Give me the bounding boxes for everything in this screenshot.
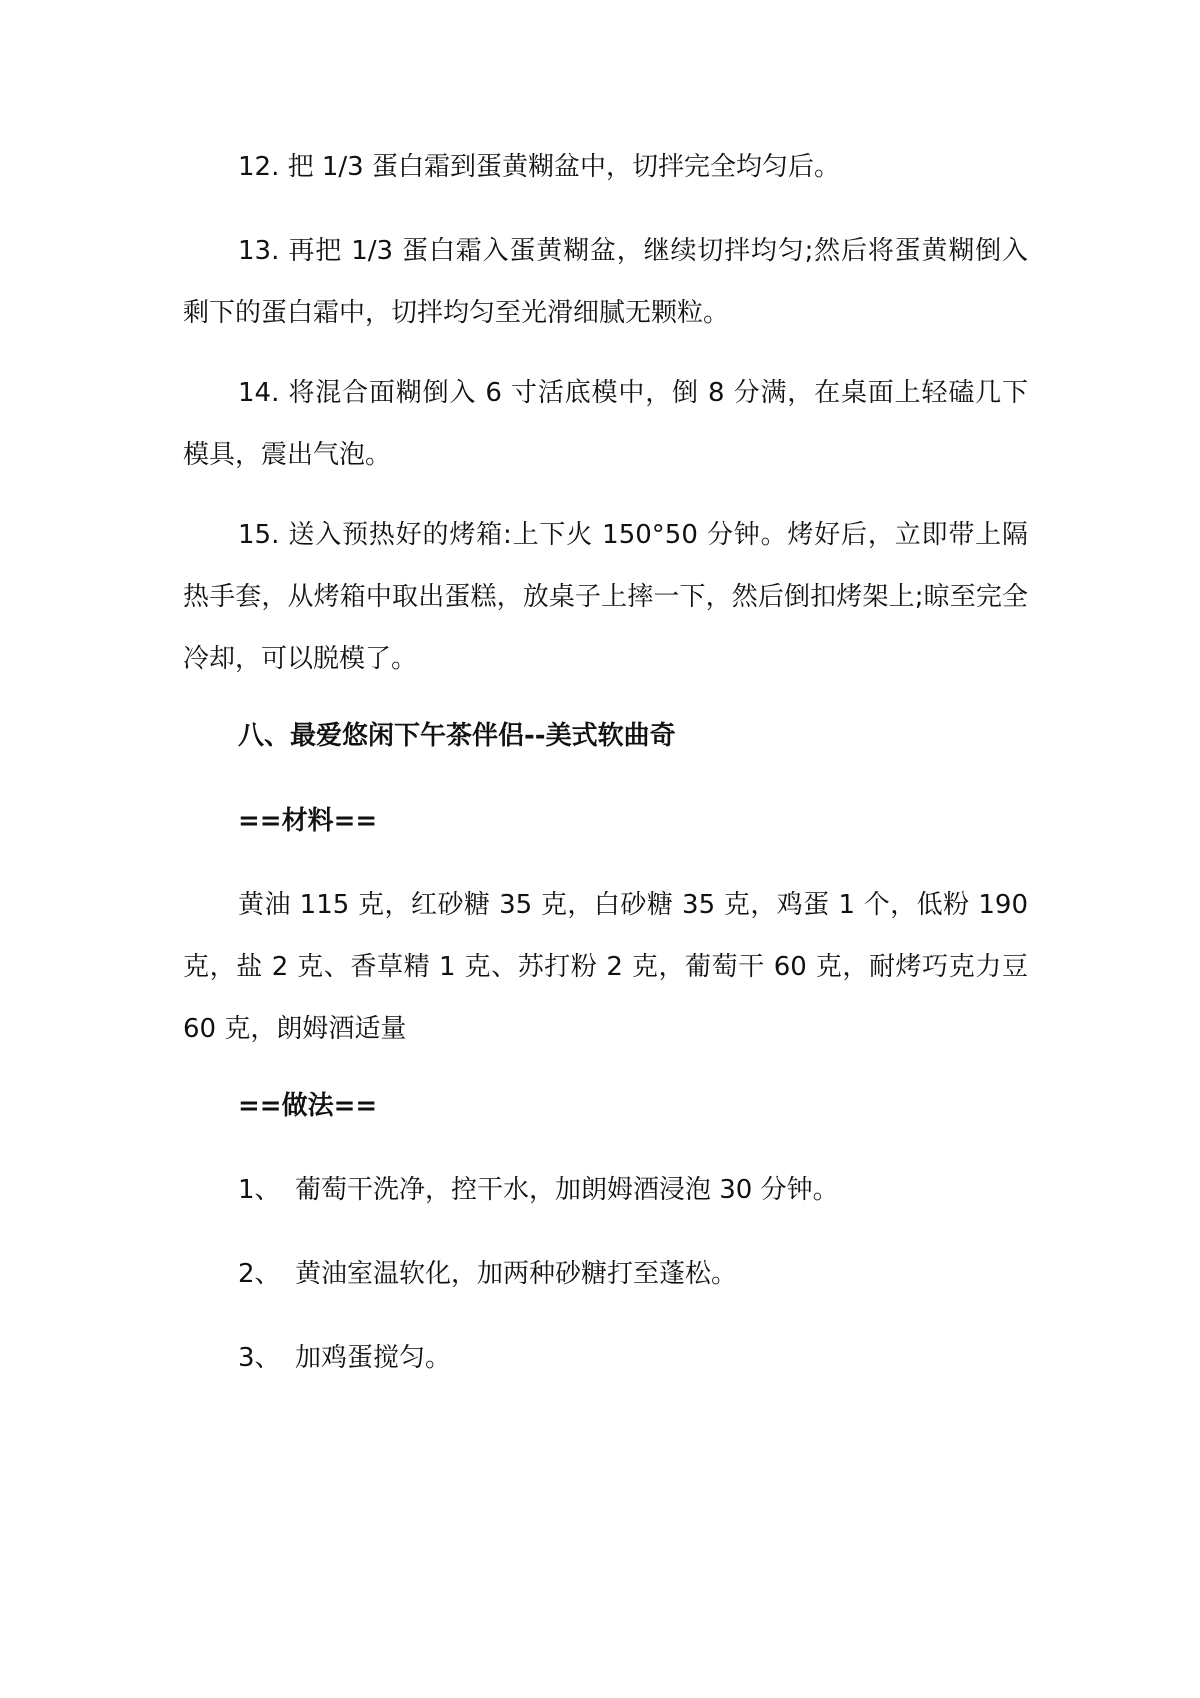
method-step-text: 黄油室温软化，加两种砂糖打至蓬松。: [295, 1259, 738, 1289]
step-13-paragraph: 13. 再把 1/3 蛋白霜入蛋黄糊盆，继续切拌均匀;然后将蛋黄糊倒入剩下的蛋白霜中，切拌均匀至光滑细腻无颗粒。: [183, 236, 1028, 328]
step-15-paragraph: 15. 送入预热好的烤箱:上下火 150°50 分钟。烤好后，立即带上隔热手套，从烤箱中取出蛋糕，放桌子上摔一下，然后倒扣烤架上;晾至完全冷却，可以脱模了。: [183, 520, 1028, 674]
step-14-paragraph: 14. 将混合面糊倒入 6 寸活底模中，倒 8 分满，在桌面上轻磕几下模具，震出气泡。: [183, 378, 1028, 470]
section-title: 八、最爱悠闲下午茶伴侣--美式软曲奇: [238, 721, 676, 751]
method-heading: ==做法==: [238, 1091, 378, 1121]
method-step-number: 1、: [238, 1175, 281, 1205]
method-step-text: 加鸡蛋搅匀。: [295, 1343, 452, 1373]
method-step-number: 2、: [238, 1259, 281, 1289]
method-step-text: 葡萄干洗净，控干水，加朗姆酒浸泡 30 分钟。: [295, 1175, 839, 1205]
method-step: [238, 1327, 451, 1389]
step-12-paragraph: 12. 把 1/3 蛋白霜到蛋黄糊盆中，切拌完全均匀后。: [238, 152, 840, 182]
materials-paragraph: 黄油 115 克，红砂糖 35 克，白砂糖 35 克，鸡蛋 1 个，低粉 190 克，盐 2 克、香草精 1 克、苏打粉 2 克，葡萄干 60 克，耐烤巧克力豆 60 克，朗姆酒适量: [183, 890, 1028, 1044]
method-step-number: 3、: [238, 1343, 281, 1373]
method-step: [238, 1159, 839, 1221]
materials-heading: ==材料==: [238, 806, 378, 836]
method-step: [238, 1243, 737, 1305]
